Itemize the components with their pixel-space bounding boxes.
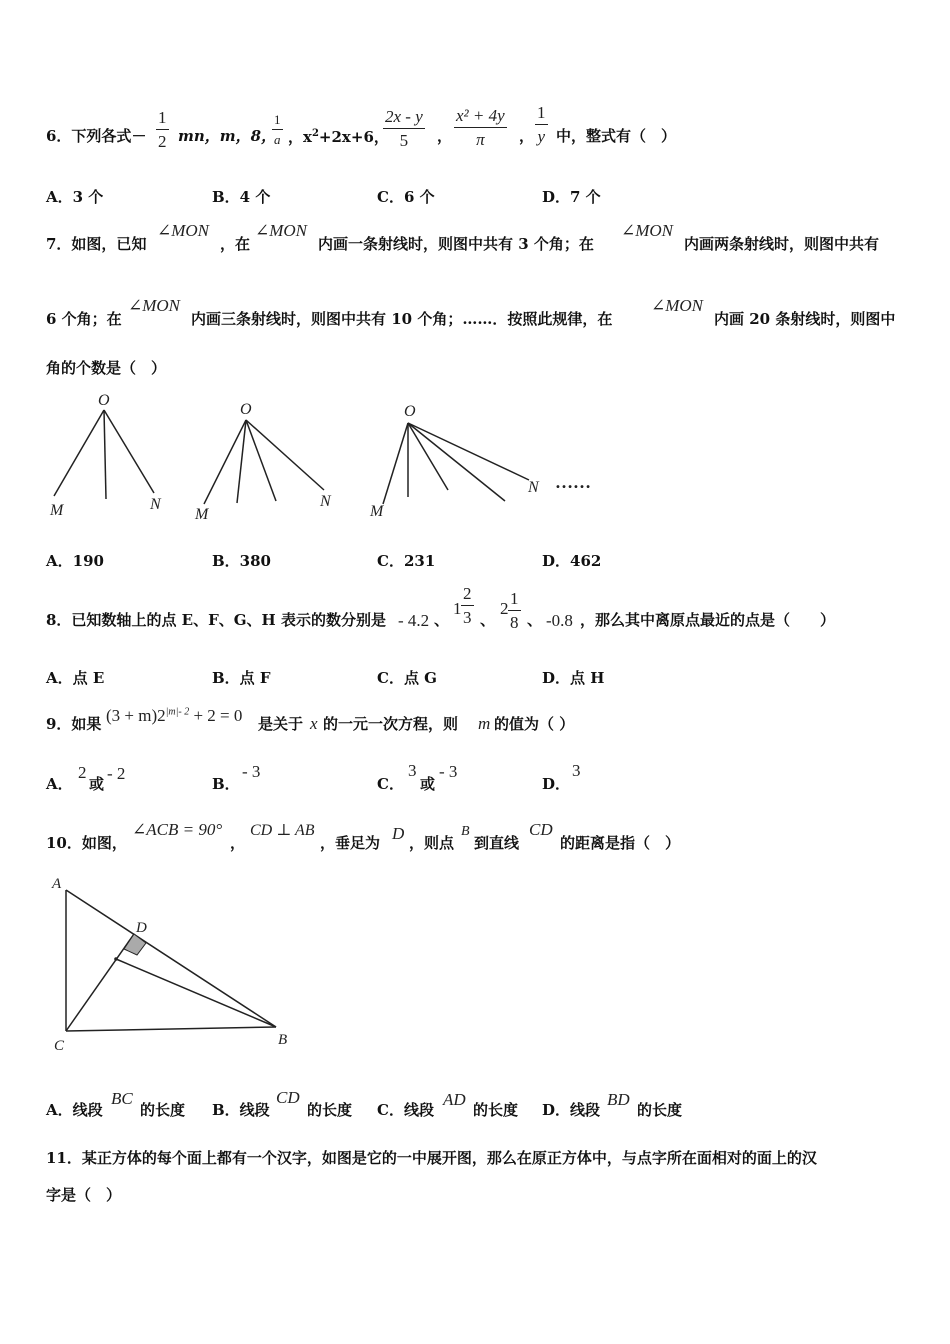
q6-suffix: 中，整式有（ ） — [556, 127, 677, 145]
q7-fig3-label-m: M — [370, 503, 384, 520]
q10-math-perp: CD ⊥ AB — [250, 822, 315, 839]
q8-m1-num: 2 — [463, 584, 472, 603]
q9-opt-b-value: - 3 — [242, 762, 261, 781]
q9-option-c[interactable] — [377, 777, 404, 792]
q7-figure-3 — [383, 423, 529, 504]
q9-option-a[interactable] — [46, 777, 73, 792]
q10-triangle-figure — [44, 872, 314, 1062]
q6-f2-num: 1 — [274, 112, 281, 127]
q10-opt-c-var: AD — [443, 1090, 466, 1109]
q9-opt-a-v2: - 2 — [107, 764, 126, 783]
q6-option-b[interactable]: B．4 个 — [212, 188, 271, 206]
q10-opt-d-suffix: 的长度 — [637, 1101, 683, 1119]
q9-eq-b: + 2 = 0 — [189, 706, 243, 725]
q6-t3: +2x+6， — [318, 128, 389, 146]
q6-f4-den: π — [476, 130, 485, 149]
q7-fig3-label-n: N — [528, 479, 539, 496]
q6-fraction-1-over-a — [272, 113, 283, 146]
q7-option-b[interactable]: B．380 — [212, 552, 271, 570]
q9-opt-a-v1: 2 — [78, 763, 87, 782]
q6-comma-2: ， — [519, 127, 535, 145]
q10-opt-d-var: BD — [607, 1090, 630, 1109]
q10-text-a: 10．如图， — [46, 834, 127, 852]
q7-fig2-label-o: O — [240, 401, 252, 418]
q10-option-d[interactable] — [542, 1103, 600, 1118]
q10-opt-a-prefix: A．线段 — [46, 1101, 103, 1119]
q8-mixed-1-frac — [461, 585, 474, 626]
q7-line1-d: 内画两条射线时，则图中共有 — [684, 235, 880, 253]
q8-option-b[interactable]: B．点 F — [212, 669, 271, 687]
q9-text-b: 是关于 — [258, 715, 304, 733]
q7-angle-4: ∠MON — [128, 296, 181, 315]
q7-line2-a: 6 个角；在 — [46, 310, 122, 328]
q10-sep: ， — [230, 834, 246, 852]
q10-text-c: ，则点 — [409, 834, 455, 852]
q10-label-d: D — [136, 920, 147, 936]
q7-fig1-label-m: M — [50, 502, 64, 519]
q9-opt-c-label: C． — [377, 775, 404, 793]
q6-fraction-2x-y — [383, 108, 425, 149]
q9-opt-b-label: B． — [212, 775, 240, 793]
q7-angle-2: ∠MON — [255, 221, 308, 240]
q6-f3-den: 5 — [399, 131, 409, 150]
q9-equation — [106, 707, 242, 724]
q7-angle-3: ∠MON — [621, 221, 674, 240]
q10-opt-b-var: CD — [276, 1088, 300, 1107]
q9-opt-d-value: 3 — [572, 761, 581, 780]
q6-f1-num: 1 — [158, 108, 167, 127]
q8-option-a[interactable]: A．点 E — [46, 669, 105, 687]
q8-sep-2: 、 — [480, 611, 496, 629]
q8-option-d[interactable]: D．点 H — [542, 669, 605, 687]
q7-line3: 角的个数是（ ） — [46, 359, 167, 377]
q9-option-d[interactable] — [542, 777, 570, 792]
q8-m2-num: 1 — [510, 589, 519, 608]
q10-opt-a-suffix: 的长度 — [140, 1101, 186, 1119]
q6-fraction-x2-4y — [454, 107, 507, 148]
q8-mixed-2-whole: 2 — [500, 599, 509, 618]
q9-text-a: 9．如果 — [46, 715, 102, 733]
q10-text-e: 的距离是指（ ） — [560, 834, 681, 852]
q6-terms-2 — [288, 129, 389, 145]
q6-f5-num: 1 — [537, 103, 546, 122]
q9-option-b[interactable] — [212, 777, 240, 792]
q6-t2: ，x — [288, 128, 312, 146]
q7-line2-c: 内画 20 条射线时，则图中 — [714, 310, 896, 328]
q6-sup: 2 — [311, 128, 319, 139]
q6-terms-1: mn，m，8， — [178, 127, 277, 145]
q6-fraction-half — [156, 109, 169, 150]
q7-fig1-label-n: N — [150, 496, 161, 513]
q10-right-angle-marker — [124, 934, 146, 955]
q8-m1-den: 3 — [463, 608, 472, 627]
q9-opt-c-v2: - 3 — [439, 762, 458, 781]
q9-opt-a-label: A． — [46, 775, 73, 793]
q8-sep-1: 、 — [434, 611, 450, 629]
q10-var-d: D — [392, 824, 405, 843]
q6-option-a[interactable]: A．3 个 — [46, 188, 104, 206]
q10-var-b: B — [461, 824, 470, 839]
q10-option-c[interactable] — [377, 1103, 434, 1118]
q9-text-d: 的值为（ ） — [494, 715, 575, 733]
q6-option-d[interactable]: D．7 个 — [542, 188, 601, 206]
q7-fig-ellipsis: …… — [555, 472, 591, 492]
q6-f2-den: a — [274, 132, 281, 147]
q7-figure-1 — [54, 410, 154, 499]
q8-mixed-1-whole: 1 — [453, 599, 462, 618]
q7-fig3-label-o: O — [404, 403, 416, 420]
q7-option-a[interactable]: A．190 — [46, 552, 104, 570]
q10-var-cd: CD — [529, 820, 553, 839]
q8-value-1: - 4.2 — [398, 611, 430, 630]
q11-line1: 11．某正方体的每个面上都有一个汉字，如图是它的一中展开图，那么在原正方体中，与点字所在面相对的面上的汉 — [46, 1149, 817, 1167]
q10-opt-b-suffix: 的长度 — [307, 1101, 353, 1119]
q7-fig1-label-o: O — [98, 392, 110, 409]
q7-line1-c: 内画一条射线时，则图中共有 3 个角；在 — [318, 235, 594, 253]
q10-opt-c-suffix: 的长度 — [473, 1101, 519, 1119]
q7-line2-b: 内画三条射线时，则图中共有 10 个角；……．按照此规律，在 — [191, 310, 613, 328]
q7-fig2-label-n: N — [320, 493, 331, 510]
q9-eq-a: (3 + m)2 — [106, 706, 166, 725]
q9-opt-c-or: 或 — [420, 775, 436, 793]
q9-var-m: m — [478, 714, 491, 733]
q7-line1-b: ，在 — [220, 235, 251, 253]
q9-text-c: 的一元一次方程，则 — [323, 715, 459, 733]
q10-opt-b-prefix: B．线段 — [212, 1101, 270, 1119]
q9-opt-d-label: D． — [542, 775, 571, 793]
q10-opt-d-prefix: D．线段 — [542, 1101, 601, 1119]
q7-option-c[interactable]: C．231 — [377, 552, 436, 570]
q6-fraction-1-over-y — [535, 104, 548, 145]
q6-f4-num: x² + 4y — [456, 106, 505, 125]
q8-option-c[interactable]: C．点 G — [377, 669, 437, 687]
q9-opt-c-v1: 3 — [408, 761, 417, 780]
q10-label-a: A — [52, 876, 62, 892]
q10-option-b[interactable] — [212, 1103, 270, 1118]
q7-option-d[interactable]: D．462 — [542, 552, 602, 570]
q10-text-b: ，垂足为 — [320, 834, 381, 852]
q8-value-4: -0.8 — [546, 611, 573, 630]
q7-line1-a: 7．如图，已知 — [46, 235, 147, 253]
q10-math-angle: ∠ACB = 90° — [132, 820, 223, 839]
q7-fig2-label-m: M — [195, 506, 209, 523]
q8-sep-3: 、 — [527, 611, 543, 629]
q8-text-a: 8．已知数轴上的点 E、F、G、H 表示的数分别是 — [46, 611, 386, 629]
q11-line2: 字是（ ） — [46, 1186, 122, 1204]
q8-text-b: ，那么其中离原点最近的点是（ ） — [580, 611, 836, 629]
q6-prefix: 6．下列各式－ — [46, 127, 147, 145]
q6-f3-num: 2x - y — [385, 107, 423, 126]
q10-opt-a-var: BC — [111, 1089, 133, 1108]
q10-option-a[interactable] — [46, 1103, 103, 1118]
q9-var-x: x — [310, 714, 318, 733]
q10-text-d: 到直线 — [474, 834, 520, 852]
q8-m2-den: 8 — [510, 613, 519, 632]
q7-angle-figure — [40, 385, 620, 525]
q10-label-c: C — [54, 1038, 65, 1054]
q9-opt-a-or: 或 — [89, 775, 105, 793]
q10-opt-c-prefix: C．线段 — [377, 1101, 434, 1119]
q7-angle-5: ∠MON — [651, 296, 704, 315]
q6-f1-den: 2 — [158, 132, 167, 151]
q8-mixed-2-frac — [508, 590, 521, 631]
q6-comma-1: ， — [437, 127, 453, 145]
q6-option-c[interactable]: C．6 个 — [377, 188, 435, 206]
q9-eq-sup: |m|- 2 — [165, 706, 190, 718]
q7-figure-2 — [204, 420, 324, 504]
q7-angle-1: ∠MON — [157, 221, 210, 240]
q6-f5-den: y — [537, 127, 546, 146]
q10-label-b: B — [278, 1032, 288, 1048]
